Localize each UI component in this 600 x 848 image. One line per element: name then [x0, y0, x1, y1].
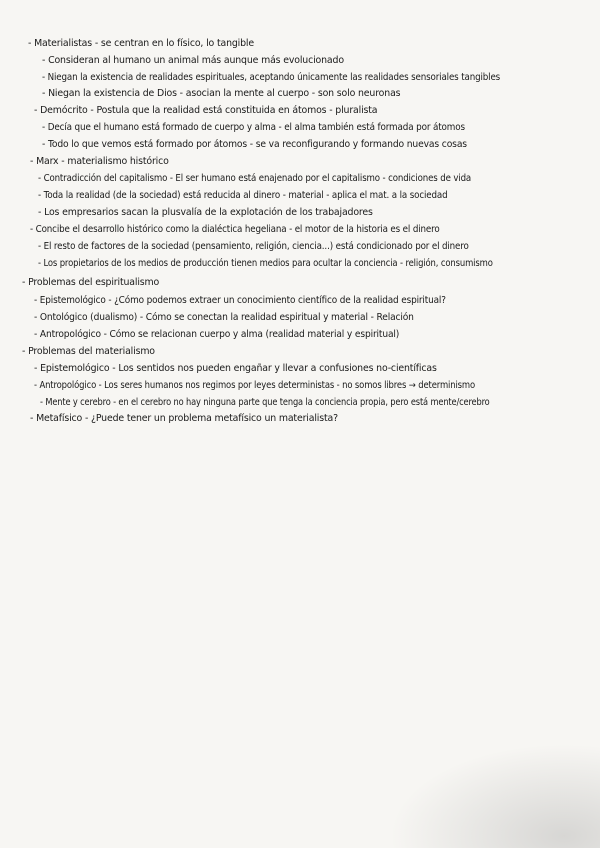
- note-line: - Niegan la existencia de Dios - asocian la mente al cuerpo - son solo neuronas: [42, 88, 401, 99]
- note-line: - Epistemológico - Los sentidos nos pueden engañar y llevar a confusiones no-científicas: [34, 363, 437, 374]
- note-line: - Niegan la existencia de realidades espirituales, aceptando únicamente las realidades sensoriales tangibles: [42, 72, 501, 83]
- heading-problemas-espiritualismo: - Problemas del espiritualismo: [22, 277, 160, 288]
- heading-materialistas: - Materialistas - se centran en lo físico, lo tangible: [28, 38, 254, 49]
- note-line: - Antropológico - Cómo se relacionan cuerpo y alma (realidad material y espiritual): [34, 329, 400, 340]
- heading-marx: - Marx - materialismo histórico: [30, 156, 169, 167]
- heading-problemas-materialismo: - Problemas del materialismo: [22, 346, 155, 357]
- note-line: - Antropológico - Los seres humanos nos regimos por leyes deterministas - no somos libres → determinismo: [34, 380, 476, 391]
- heading-metafisico: - Metafísico - ¿Puede tener un problema metafísico un materialista?: [30, 413, 338, 424]
- note-line: - Consideran al humano un animal más aunque más evolucionado: [42, 55, 344, 66]
- note-line: - Los empresarios sacan la plusvalía de la explotación de los trabajadores: [38, 207, 373, 218]
- heading-democrito: - Demócrito - Postula que la realidad está constituida en átomos - pluralista: [34, 105, 378, 116]
- note-line: - Concibe el desarrollo histórico como la dialéctica hegeliana - el motor de la historia es el dinero: [30, 224, 440, 235]
- note-line: - Decía que el humano está formado de cuerpo y alma - el alma también está formada por átomos: [42, 122, 465, 133]
- note-line: - Toda la realidad (de la sociedad) está reducida al dinero - material - aplica el mat. a la sociedad: [38, 190, 448, 201]
- note-line: - El resto de factores de la sociedad (pensamiento, religión, ciencia...) está condicionado por el dinero: [38, 241, 469, 252]
- note-line: - Epistemológico - ¿Cómo podemos extraer un conocimiento científico de la realidad espiritual?: [34, 295, 446, 306]
- note-line: - Los propietarios de los medios de producción tienen medios para ocultar la conciencia - religión, consumismo: [38, 258, 493, 269]
- note-line: - Ontológico (dualismo) - Cómo se conectan la realidad espiritual y material - Relación: [34, 312, 414, 323]
- note-line: - Todo lo que vemos está formado por átomos - se va reconfigurando y formando nuevas cosas: [42, 139, 467, 150]
- note-line: - Mente y cerebro - en el cerebro no hay ninguna parte que tenga la conciencia propia, pero está mente/cerebro: [40, 397, 490, 408]
- note-line: - Contradicción del capitalismo - El ser humano está enajenado por el capitalismo - condiciones de vida: [38, 173, 472, 184]
